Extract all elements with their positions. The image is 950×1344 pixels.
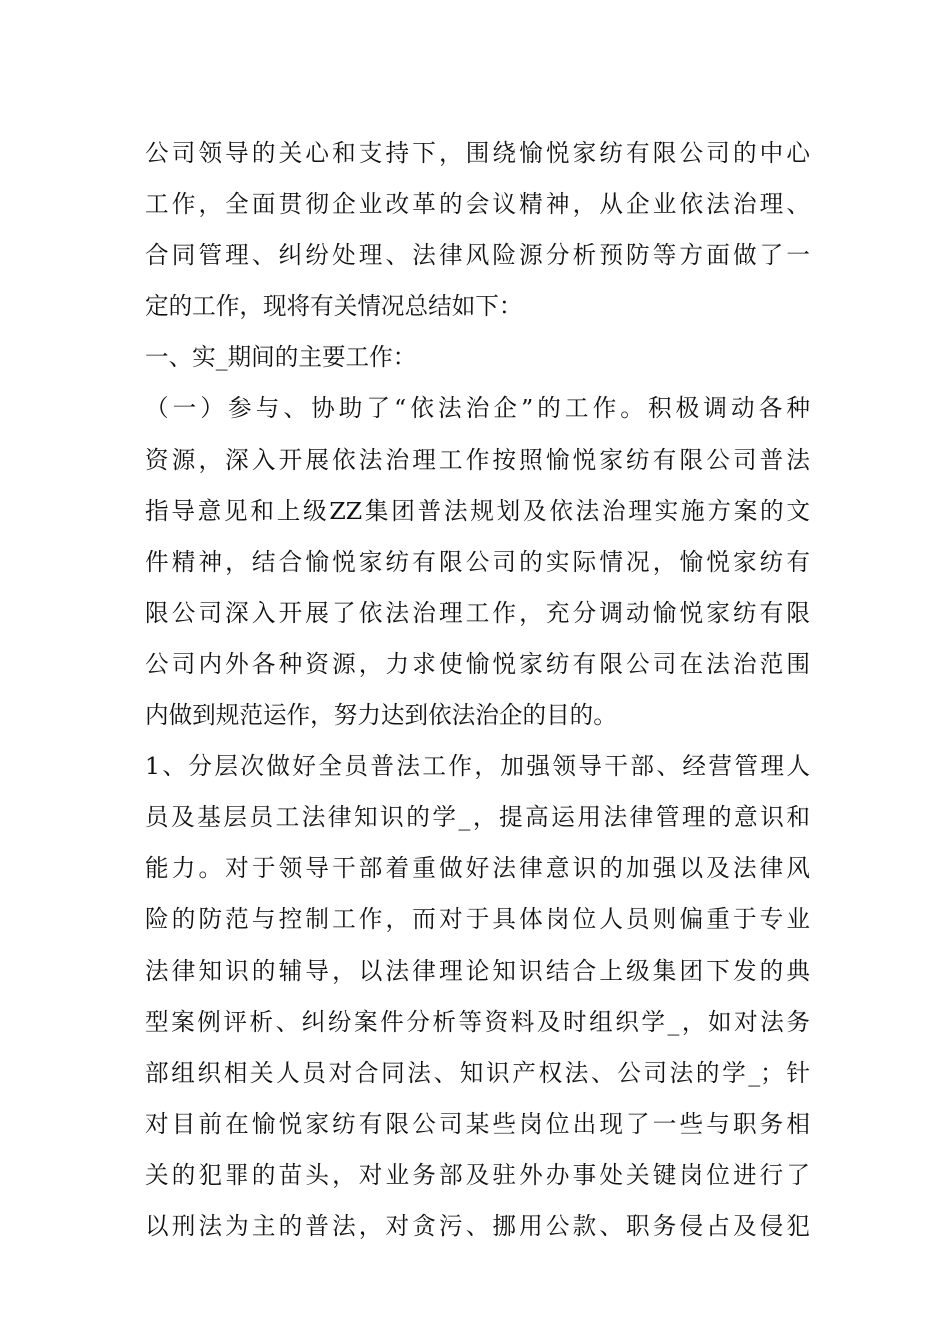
text-line: 以刑法为主的普法，对贪污、挪用公款、职务侵占及侵犯 [145,1211,810,1240]
text-line: 限公司深入开展了依法治理工作，充分调动愉悦家纺有限 [145,598,810,627]
text-line: 法律知识的辅导，以法律理论知识结合上级集团下发的典 [145,956,810,985]
text-line: 资源，深入开展依法治理工作按照愉悦家纺有限公司普法 [145,445,810,474]
section-heading: 一、实_期间的主要工作： [145,343,417,372]
text-line: 件精神，结合愉悦家纺有限公司的实际情况，愉悦家纺有 [145,547,810,576]
text-line: 对目前在愉悦家纺有限公司某些岗位出现了一些与职务相 [145,1109,810,1138]
text-line: 能力。对于领导干部着重做好法律意识的加强以及法律风 [145,854,810,883]
text-line: 部组织相关人员对合同法、知识产权法、公司法的学_；针 [145,1058,810,1087]
text-line: 型案例评析、纠纷案件分析等资料及时组织学_，如对法务 [145,1007,810,1036]
text-line: 险的防范与控制工作，而对于具体岗位人员则偏重于专业 [145,905,810,934]
text-line: 公司领导的关心和支持下，围绕愉悦家纺有限公司的中心 [145,139,810,167]
text-line: 员及基层员工法律知识的学_，提高运用法律管理的意识和 [145,803,810,832]
text-line: 关的犯罪的苗头，对业务部及驻外办事处关键岗位进行了 [145,1160,810,1189]
document-page [145,128,810,1252]
text-line: 合同管理、纠纷处理、法律风险源分析预防等方面做了一 [145,241,810,270]
text-line: 指导意见和上级ZZ集团普法规划及依法治理实施方案的文 [145,496,810,525]
text-line: 定的工作，现将有关情况总结如下： [145,292,523,321]
text-line: 工作，全面贯彻企业改革的会议精神，从企业依法治理、 [145,190,810,219]
text-line: 公司内外各种资源，力求使愉悦家纺有限公司在法治范围 [145,649,810,678]
text-line: （一）参与、协助了“依法治企”的工作。积极调动各种 [145,394,810,423]
text-line: 内做到规范运作，努力达到依法治企的目的。 [145,701,617,730]
text-line: 1、分层次做好全员普法工作，加强领导干部、经营管理人 [145,752,810,781]
